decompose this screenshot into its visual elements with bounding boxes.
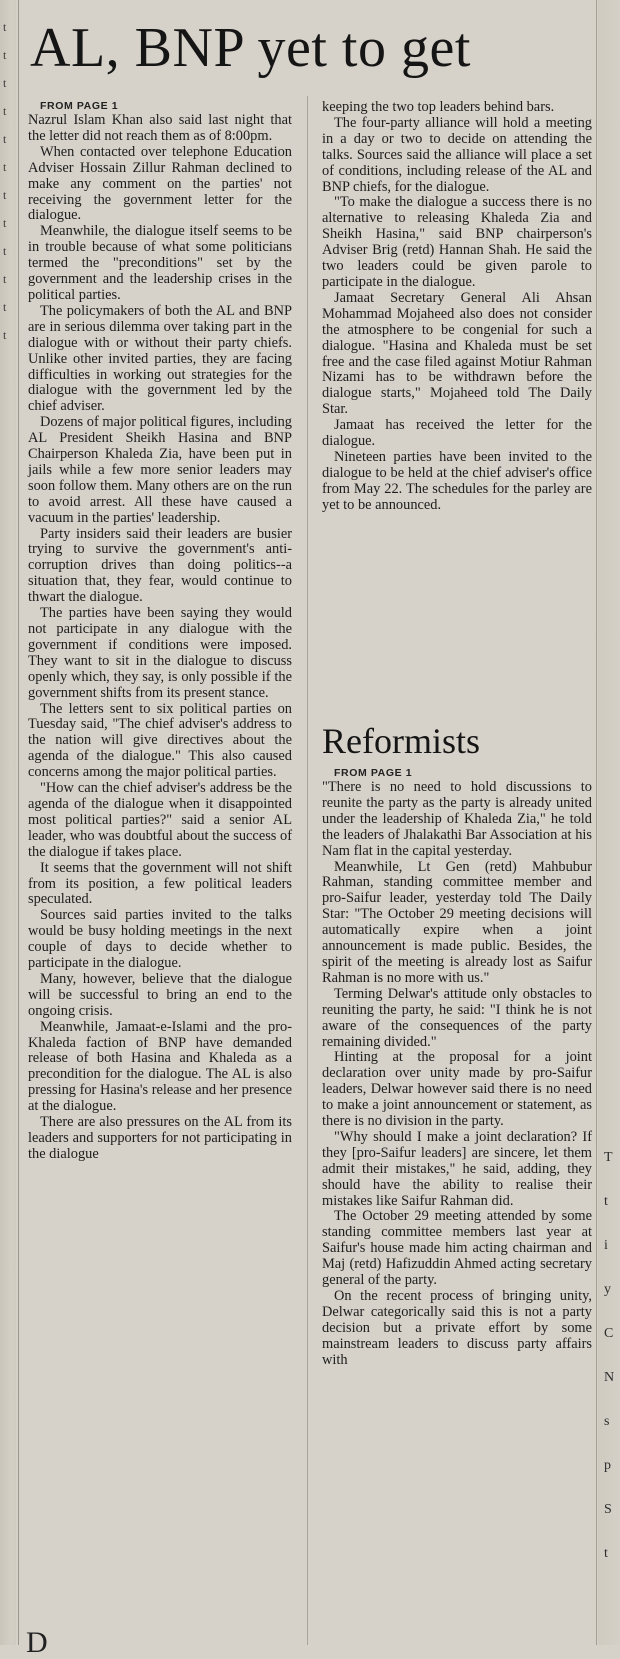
edge-letter: i	[604, 1238, 608, 1253]
paragraph: Meanwhile, the dialogue itself seems to be in trouble because of what some politicians termed the "preconditions" set by the government and the leadership crises in the political parties.	[28, 223, 292, 303]
edge-letter: t	[3, 20, 7, 34]
edge-letter: t	[3, 300, 7, 314]
paragraph: When contacted over telephone Education Adviser Hossain Zillur Rahman declined to make any comment on the parties' not receiving the government letter for the dialogue.	[28, 143, 292, 224]
story-kicker: FROM PAGE 1	[40, 100, 119, 112]
paragraph: Meanwhile, Lt Gen (retd) Mahbubur Rahman, standing committee member and pro-Saifur leader, yesterday told The Daily Star: "The October 29 meeting decisions will automatically expire when a joint announcement is made public. Besides, the spirit of the meeting is already lost as Saifur Rahman is no more with us."	[322, 858, 592, 986]
adjacent-page-left-edge	[0, 0, 16, 1645]
column-divider-left	[18, 0, 19, 1645]
edge-letter: T	[604, 1150, 613, 1165]
adjacent-page-right-edge	[598, 0, 620, 1645]
second-story-headline: Reformists	[322, 721, 480, 761]
edge-letter: C	[604, 1326, 614, 1341]
paragraph: The policymakers of both the AL and BNP are in serious dilemma over taking part in the dialogue with or without their party chiefs. Unlike other invited parties, they are facing difficulties in working out strategies for the dialogue with the government led by the chief adviser.	[28, 302, 292, 415]
edge-letter: t	[3, 188, 7, 202]
story-headline: AL, BNP yet to get	[30, 17, 471, 79]
paragraph: Many, however, believe that the dialogue will be successful to bring an end to the ongoing crisis.	[28, 970, 292, 1019]
edge-letter: t	[3, 132, 7, 146]
edge-letter: y	[604, 1282, 611, 1297]
paragraph: Party insiders said their leaders are busier trying to survive the government's anti-corruption drives than doing politics--a situation that, they fear, would continue to thwart the dialogue.	[28, 525, 292, 606]
story-column-2	[322, 100, 592, 514]
edge-letter: S	[604, 1502, 612, 1517]
paragraph: "To make the dialogue a success there is no alternative to releasing Khaleda Zia and Sheikh Hasina," said BNP chairperson's Adviser Brig (retd) Hannan Shah. He said the two leaders could be given parole to participate in the dialogue.	[322, 194, 592, 290]
story-column-1	[28, 100, 292, 1163]
edge-letter: t	[3, 244, 7, 258]
edge-letter: t	[3, 272, 7, 286]
paragraph: On the recent process of bringing unity, Delwar categorically said this is not a party decision but a private effort by some mainstream leaders to discuss party affairs with	[322, 1288, 592, 1368]
edge-letter: t	[3, 76, 7, 90]
column-divider-right	[596, 0, 597, 1645]
paragraph: Sources said parties invited to the talks would be busy holding meetings in the next couple of days to decide whether to participate in the dialogue.	[28, 907, 292, 972]
paragraph: Nineteen parties have been invited to the dialogue to be held at the chief adviser's office from May 22. The schedules for the parley are yet to be announced.	[322, 448, 592, 513]
column-divider-center	[307, 96, 308, 1645]
paragraph: Meanwhile, Jamaat-e-Islami and the pro-Khaleda faction of BNP have demanded release of both Hasina and Khaleda as a precondition for the dialogue. The AL is also pressing for Hasina's release and her presence at the dialogue.	[28, 1018, 292, 1115]
paragraph: "There is no need to hold discussions to reunite the party as the party is already united under the leadership of Khaleda Zia," he told the leaders of Jhalakathi Bar Association at his Nam flat in the capital yesterday.	[322, 779, 592, 859]
second-story-column	[322, 767, 592, 1369]
next-headline-fragment: D	[26, 1626, 48, 1659]
paragraph: The parties have been saying they would not participate in any dialogue with the government if conditions were imposed. They want to sit in the dialogue to discuss openly which, they say, is only possible if the government shifts from its present stance.	[28, 605, 292, 701]
edge-letter: t	[3, 328, 7, 342]
paragraph: The letters sent to six political parties on Tuesday said, "The chief adviser's address to the nation will give directives about the agenda of the dialogue." This also caused concerns among the major political parties.	[28, 700, 292, 781]
second-story-kicker: FROM PAGE 1	[334, 767, 413, 779]
edge-letter: t	[3, 216, 7, 230]
edge-letter: p	[604, 1458, 611, 1473]
edge-letter: t	[3, 48, 7, 62]
edge-letter: t	[604, 1546, 608, 1561]
paragraph: It seems that the government will not shift from its position, a few political leaders speculated.	[28, 859, 292, 908]
paragraph: Terming Delwar's attitude only obstacles to reuniting the party, he said: "I think he is not aware of the consequences of the party remaining divided."	[322, 985, 592, 1050]
paragraph: Nazrul Islam Khan also said last night that the letter did not reach them as of 8:00pm.	[28, 112, 292, 144]
paragraph: keeping the two top leaders behind bars.	[322, 99, 555, 115]
paragraph: Jamaat Secretary General Ali Ahsan Mohammad Mojaheed also does not consider the atmosphere to be congenial for such a dialogue. "Hasina and Khaleda must be set free and the case filed against Motiur Rahman Nizami has to be withdrawn before the dialogue starts," Mojaheed told The Daily Star.	[322, 289, 592, 418]
edge-letter: t	[3, 104, 7, 118]
edge-letter: N	[604, 1370, 615, 1385]
edge-letter: t	[604, 1194, 608, 1209]
paragraph: The October 29 meeting attended by some standing committee members last year at Saifur's house made him acting chairman and Maj (retd) Hafizuddin Ahmed acting secretary general of the party.	[322, 1208, 592, 1289]
paragraph: There are also pressures on the AL from its leaders and supporters for not participating in the dialogue	[28, 1114, 292, 1162]
edge-letter: t	[3, 160, 7, 174]
paragraph: Jamaat has received the letter for the dialogue.	[322, 417, 592, 450]
paragraph: "How can the chief adviser's address be the agenda of the dialogue when it disappointed most political parties?" said a senior AL leader, who was doubtful about the success of the dialogue if takes place.	[28, 780, 292, 860]
paragraph: The four-party alliance will hold a meeting in a day or two to decide on attending the talks. Sources said the alliance will place a set of conditions, including release of the AL and BNP chiefs, for the dialogue.	[322, 114, 592, 195]
edge-letter: s	[604, 1414, 610, 1429]
paragraph: Dozens of major political figures, including AL President Sheikh Hasina and BNP Chairperson Khaleda Zia, have been put in jails while a few more senior leaders may soon follow them. Many others are on the run to avoid arrest. All these have caused a vacuum in the parties' leadership.	[28, 414, 292, 526]
paragraph: "Why should I make a joint declaration? If they [pro-Saifur leaders] are sincere, let them admit their mistakes," he said, adding, they should have the ability to realise their mistakes like Saifur Rahman did.	[322, 1128, 592, 1209]
paragraph: Hinting at the proposal for a joint declaration over unity made by pro-Saifur leaders, Delwar however said there is no need to make a joint announcement or statement, as there is no division in the party.	[322, 1049, 592, 1130]
